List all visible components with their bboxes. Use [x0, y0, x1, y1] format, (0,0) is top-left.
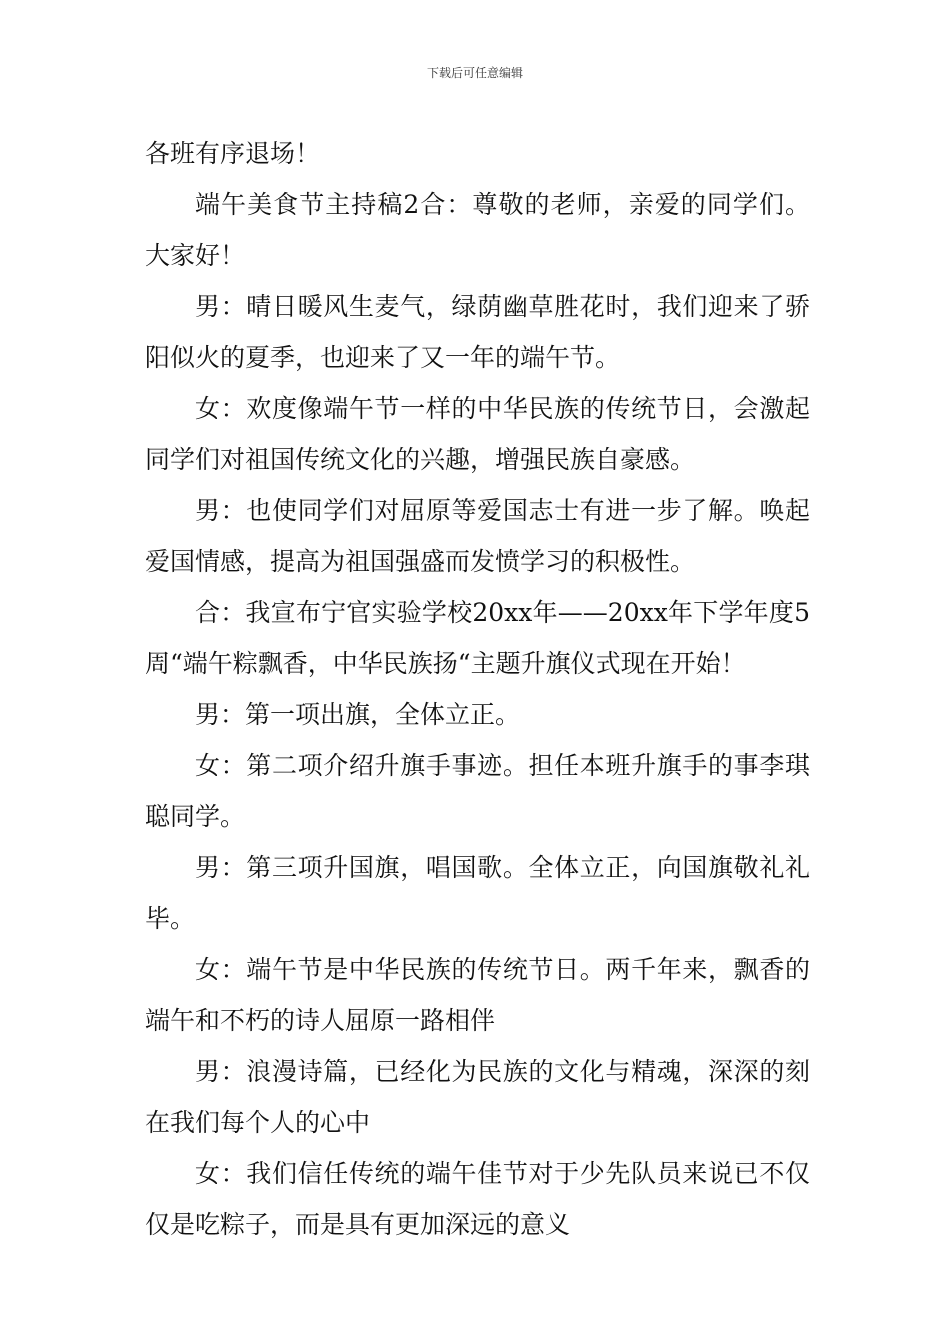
paragraph: 男：第三项升国旗，唱国歌。全体立正，向国旗敬礼礼毕。	[145, 853, 810, 933]
document-body	[145, 128, 810, 1250]
page-header: 下载后可任意编辑	[426, 66, 523, 80]
paragraph: 男：第一项出旗，全体立正。	[195, 700, 521, 729]
paragraph: 各班有序退场！	[145, 139, 321, 168]
paragraph: 女：欢度像端午节一样的中华民族的传统节日，会激起同学们对祖国传统文化的兴趣，增强民族自豪感。	[145, 394, 810, 474]
paragraph: 男：也使同学们对屈原等爱国志士有进一步了解。唤起爱国情感，提高为祖国强盛而发愤学习的积极性。	[145, 496, 810, 576]
paragraph: 端午美食节主持稿2合：尊敬的老师，亲爱的同学们。大家好！	[145, 190, 810, 270]
paragraph: 合：我宣布宁官实验学校20xx年——20xx年下学年度5周“端午粽飘香，中华民族扬“主题升旗仪式现在开始！	[145, 598, 810, 678]
paragraph: 男：晴日暖风生麦气，绿荫幽草胜花时，我们迎来了骄阳似火的夏季，也迎来了又一年的端午节。	[145, 292, 810, 372]
paragraph: 女：我们信任传统的端午佳节对于少先队员来说已不仅仅是吃粽子，而是具有更加深远的意义	[145, 1159, 810, 1239]
paragraph: 女：第二项介绍升旗手事迹。担任本班升旗手的事李琪聪同学。	[145, 751, 810, 831]
paragraph: 女：端午节是中华民族的传统节日。两千年来，飘香的端午和不朽的诗人屈原一路相伴	[145, 955, 810, 1035]
paragraph: 男：浪漫诗篇，已经化为民族的文化与精魂，深深的刻在我们每个人的心中	[145, 1057, 810, 1137]
